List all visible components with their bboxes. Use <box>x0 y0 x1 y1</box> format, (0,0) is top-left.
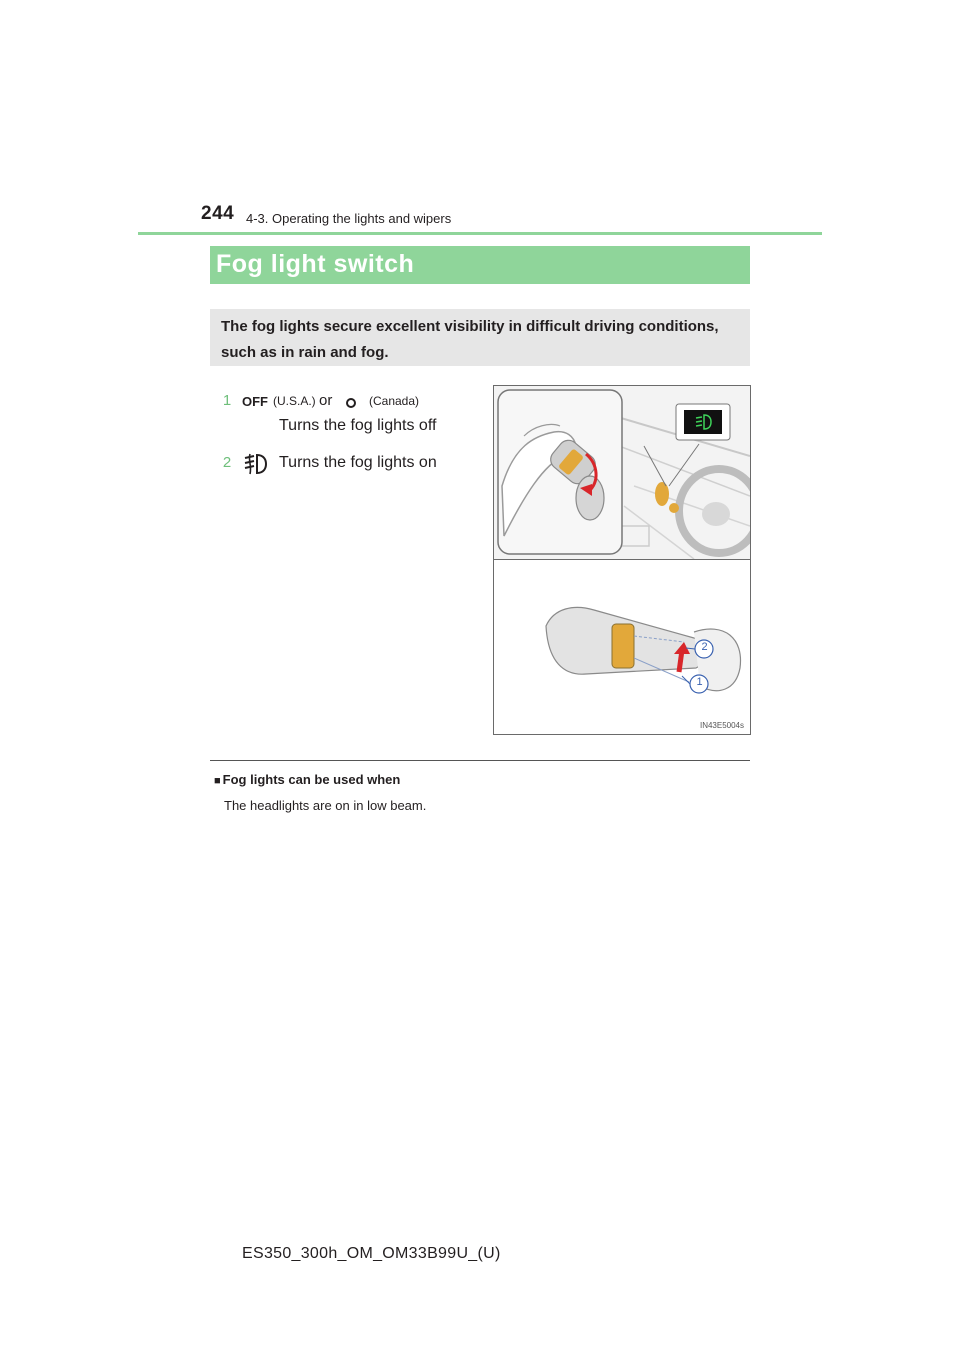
switch-illustration <box>493 385 751 735</box>
figure-divider <box>494 559 750 560</box>
header-divider <box>138 232 822 235</box>
item-1-or: or <box>319 392 333 409</box>
note-body: The headlights are on in low beam. <box>224 798 427 813</box>
off-circle-icon <box>346 398 356 408</box>
footer-code: ES350_300h_OM_OM33B99U_(U) <box>242 1245 501 1262</box>
item-1-number: 1 <box>222 392 232 409</box>
item-2 <box>218 452 458 478</box>
item-1-region-canada: (Canada) <box>369 394 420 408</box>
callout-1: 1 <box>696 676 703 688</box>
page-title: Fog light switch <box>216 250 415 278</box>
front-fog-light-icon <box>242 452 268 481</box>
square-bullet-icon: ■ <box>214 775 221 787</box>
callout-2: 2 <box>701 641 708 653</box>
note-divider <box>210 760 750 761</box>
note-heading-text: Fog lights can be used when <box>222 772 401 787</box>
note-heading <box>214 772 400 787</box>
item-1-description: Turns the fog lights off <box>279 417 437 434</box>
item-1 <box>218 392 458 442</box>
item-1-region-usa: (U.S.A.) <box>273 394 316 408</box>
page-number: 244 <box>201 203 235 224</box>
item-2-number: 2 <box>222 454 232 471</box>
dashboard-illustration <box>494 386 750 734</box>
off-symbol: OFF <box>242 394 268 409</box>
intro-text: The fog lights secure excellent visibility in difficult driving conditions, such as in rain and fog. <box>221 318 719 361</box>
title-bar <box>210 246 750 284</box>
section-title: 4-3. Operating the lights and wipers <box>246 211 452 226</box>
intro-box <box>210 309 750 366</box>
item-2-description: Turns the fog lights on <box>279 454 437 471</box>
figure-code: IN43E5004s <box>699 721 744 730</box>
